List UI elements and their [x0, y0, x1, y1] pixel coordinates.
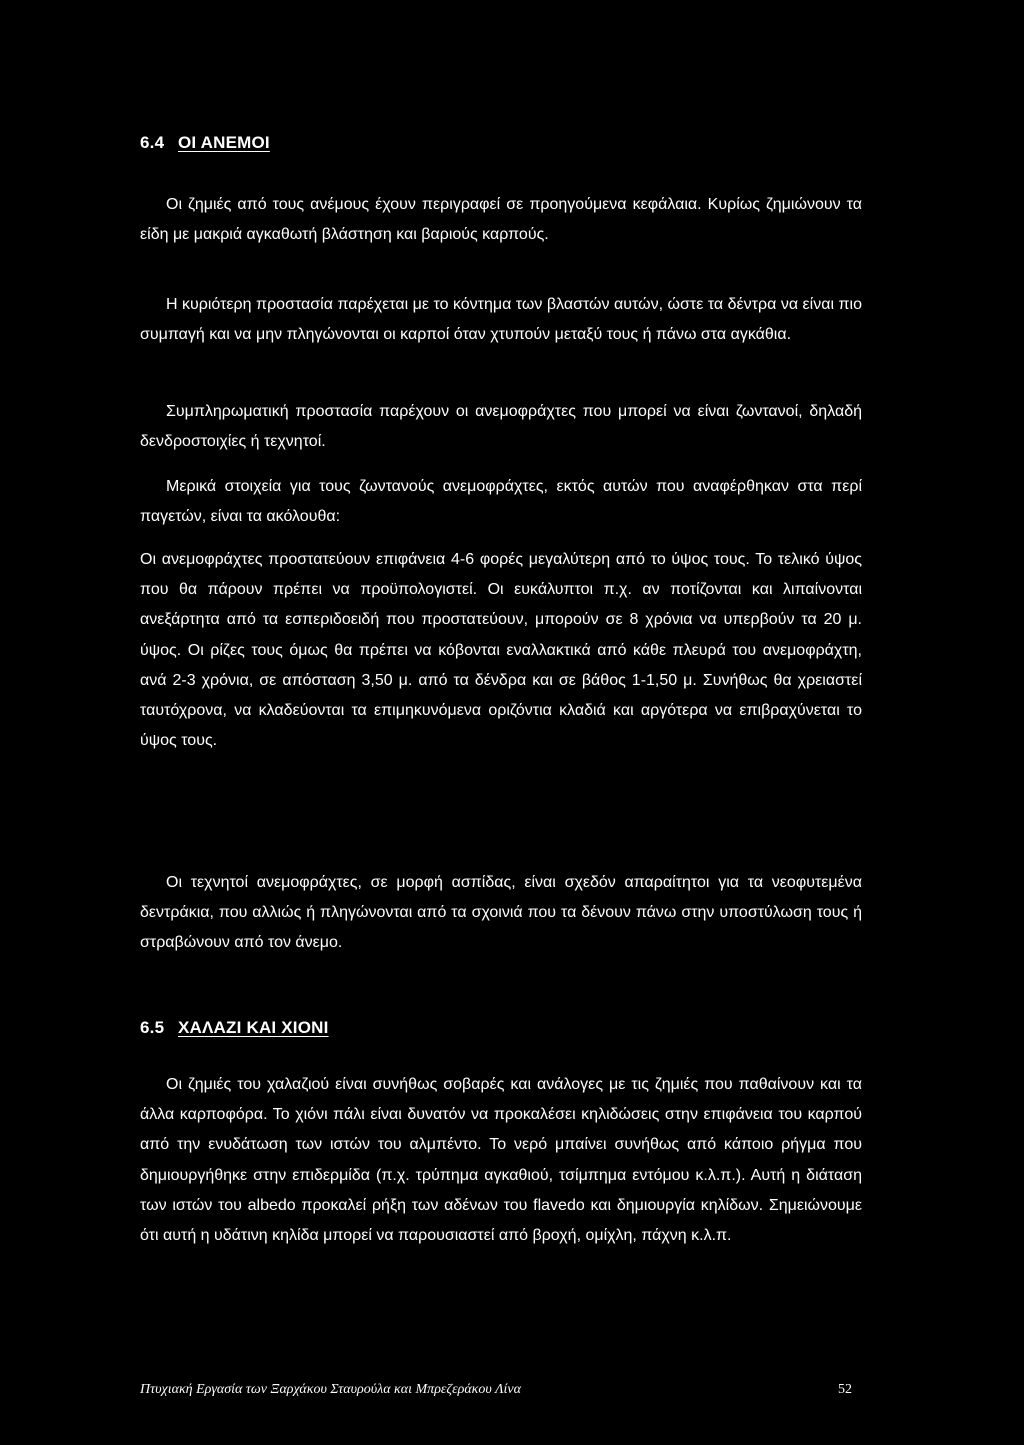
footer-text: Πτυχιακή Εργασία των Ξαρχάκου Σταυρούλα και Μπρεζεράκου Λίνα	[140, 1382, 521, 1397]
paragraph-winds-3: Συμπληρωματική προστασία παρέχουν οι ανεμοφράχτες που μπορεί να είναι ζωντανοί, δηλαδή δενδροστοιχίες ή τεχνητοί.	[140, 403, 862, 451]
paragraph-winds-4: Μερικά στοιχεία για τους ζωντανούς ανεμοφράχτες, εκτός αυτών που αναφέρθηκαν στα περί παγετών, είναι τα ακόλουθα:	[140, 478, 862, 526]
section-title: ΧΑΛΑΖΙ ΚΑΙ ΧΙΟΝΙ	[178, 1018, 329, 1037]
paragraph-winds-1: Οι ζημιές από τους ανέμους έχουν περιγραφεί σε προηγούμενα κεφάλαια. Κυρίως ζημιώνουν τα είδη με μακριά αγκαθωτή βλάστηση και βαριούς καρπούς.	[140, 196, 862, 244]
section-number: 6.5	[140, 1018, 165, 1037]
section-heading-hail	[140, 1018, 329, 1038]
section-number: 6.4	[140, 133, 165, 152]
paragraph-winds-2: Η κυριότερη προστασία παρέχεται με το κόντημα των βλαστών αυτών, ώστε τα δέντρα να είναι πιο συμπαγή και να μην πληγώνονται οι καρποί όταν χτυπούν μεταξύ τους ή πάνω στα αγκάθια.	[140, 296, 862, 344]
section-title: ΟΙ ΑΝΕΜΟΙ	[178, 133, 270, 152]
paragraph-winds-5: Οι ανεμοφράχτες προστατεύουν επιφάνεια 4-6 φορές μεγαλύτερη από το ύψος τους. Το τελικό ύψος που θα πάρουν πρέπει να προϋπολογιστεί. Οι ευκάλυπτοι π.χ. αν ποτίζονται και λιπαίνονται ανεξάρτητα από τα εσπεριδοειδή που προστατεύουν, μπορούν σε 8 χρόνια να υπερβούν τα 20 μ. ύψος. Οι ρίζες τους όμως θα πρέπει να κόβονται εναλλακτικά από κάθε πλευρά του ανεμοφράχτη, ανά 2-3 χρόνια, σε απόσταση 3,50 μ. από τα δένδρα και σε βάθος 1-1,50 μ. Συνήθως θα χρειαστεί ταυτόχρονα, να κλαδεύονται τα επιμηκυνόμενα οριζόντια κλαδιά και αργότερα να επιβραχύνεται το ύψος τους.	[140, 551, 862, 750]
paragraph-winds-6: Οι τεχνητοί ανεμοφράχτες, σε μορφή ασπίδας, είναι σχεδόν απαραίτητοι για τα νεοφυτεμένα δεντράκια, που αλλιώς ή πληγώνονται από τα σχοινιά που τα δένουν πάνω στην υποστύλωση τους ή στραβώνουν από τον άνεμο.	[140, 874, 862, 952]
paragraph-hail-1: Οι ζημιές του χαλαζιού είναι συνήθως σοβαρές και ανάλογες με τις ζημιές που παθαίνουν και τα άλλα καρποφόρα. Το χιόνι πάλι είναι δυνατόν να προκαλέσει κηλιδώσεις στην επιφάνεια του καρπού από την ενυδάτωση των ιστών του αλμπέντο. Το νερό μπαίνει συνήθως από κάποιο ρήγμα που δημιουργήθηκε στην επιδερμίδα (π.χ. τρύπημα αγκαθιού, τσίμπημα εντόμου κ.λ.π.). Αυτή η διάταση των ιστών του albedo προκαλεί ρήξη των αδένων του flavedo και δημιουργία κηλίδων. Σημειώνουμε ότι αυτή η υδάτινη κηλίδα μπορεί να παρουσιαστεί από βροχή, ομίχλη, πάχνη κ.λ.π.	[140, 1076, 862, 1245]
section-heading-winds	[140, 133, 270, 153]
page-number: 52	[838, 1382, 852, 1397]
